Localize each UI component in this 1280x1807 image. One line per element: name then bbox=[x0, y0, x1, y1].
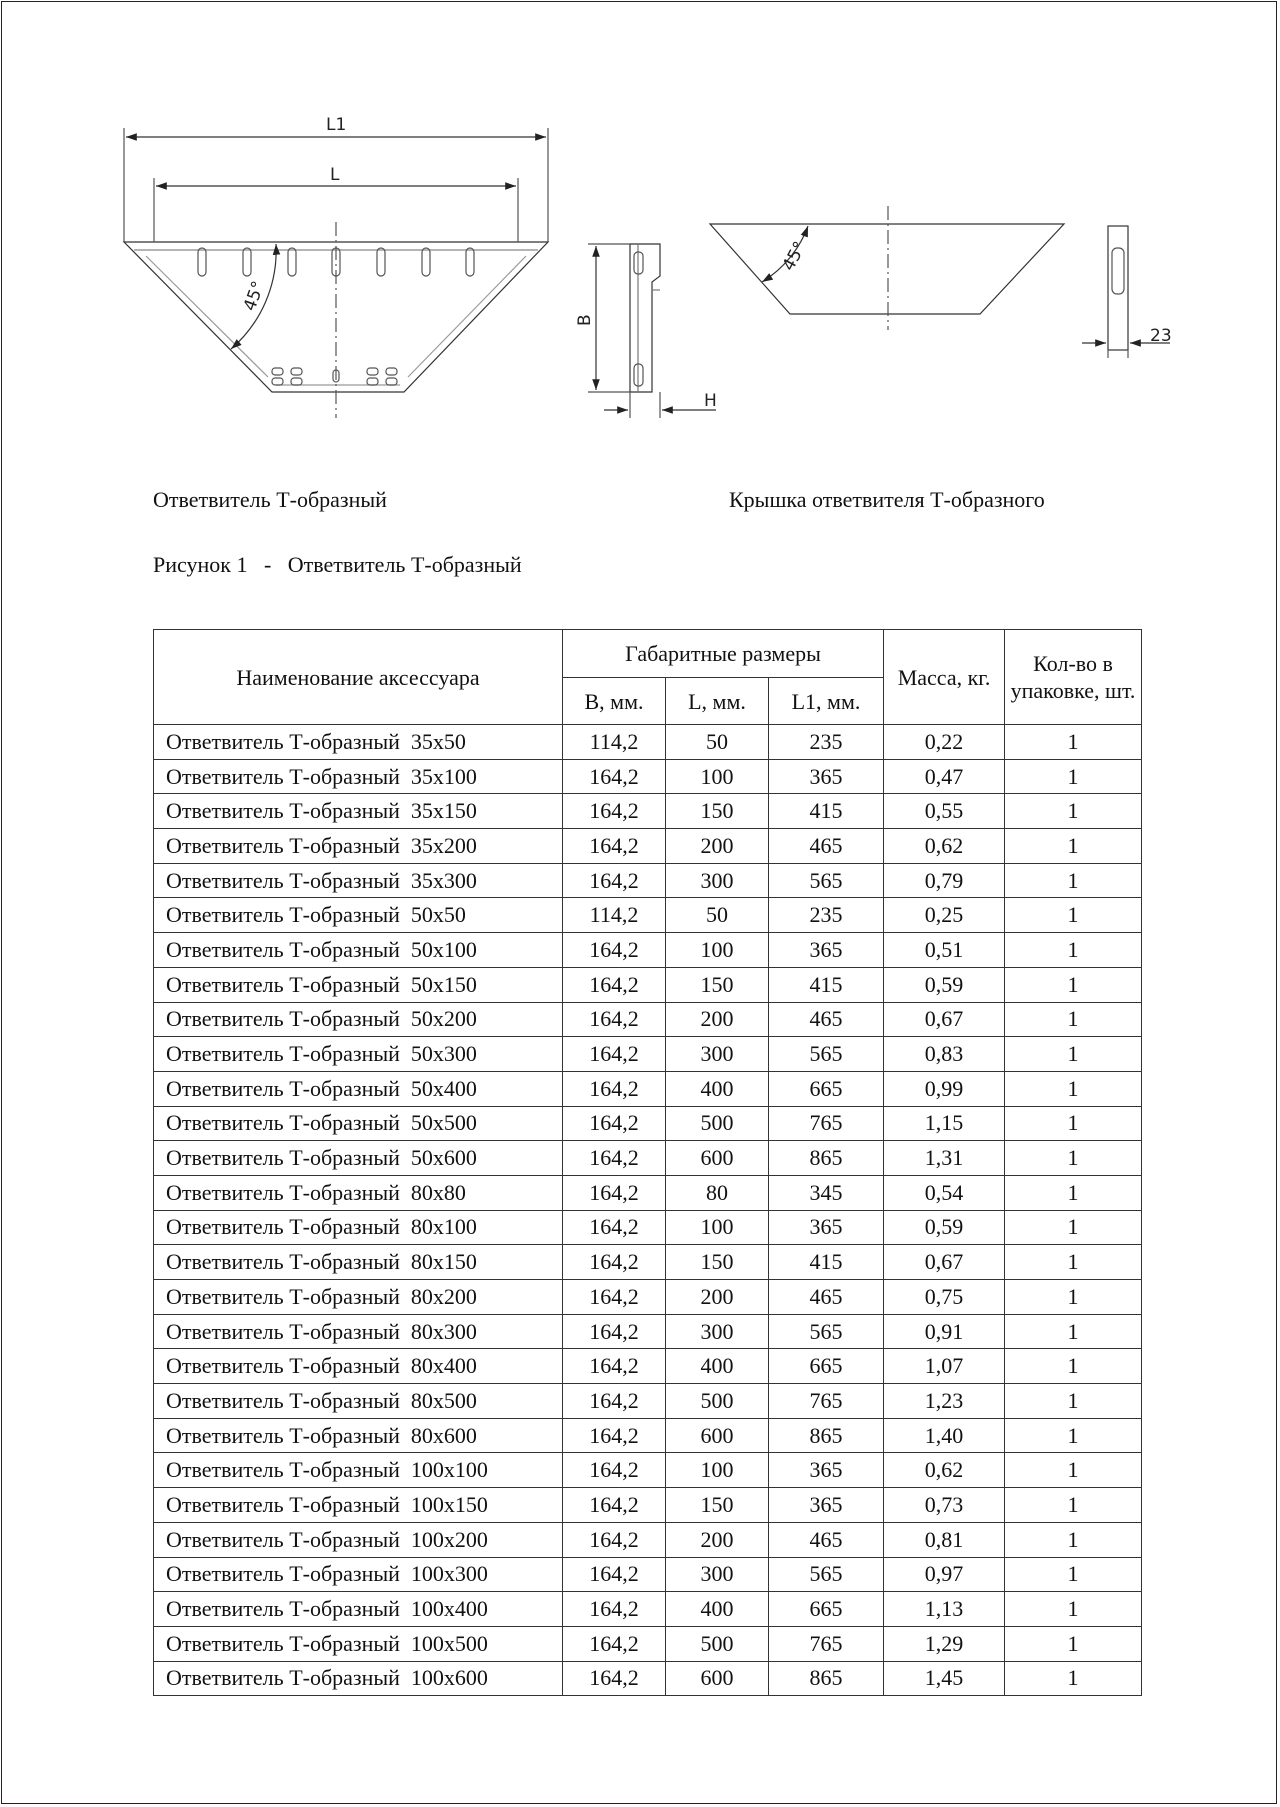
cell-qty: 1 bbox=[1005, 898, 1142, 933]
cell-mass: 0,62 bbox=[884, 1453, 1005, 1488]
cell-l1: 565 bbox=[769, 1557, 884, 1592]
table-row bbox=[154, 1349, 1142, 1384]
header-dimensions: Габаритные размеры bbox=[563, 630, 884, 678]
cell-b: 164,2 bbox=[563, 1141, 666, 1176]
cell-qty: 1 bbox=[1005, 1522, 1142, 1557]
cell-mass: 1,23 bbox=[884, 1384, 1005, 1419]
cell-mass: 1,31 bbox=[884, 1141, 1005, 1176]
cell-l: 200 bbox=[666, 1522, 769, 1557]
cell-qty: 1 bbox=[1005, 1349, 1142, 1384]
cell-mass: 0,79 bbox=[884, 863, 1005, 898]
dim-b-label: B bbox=[575, 314, 595, 326]
table-row bbox=[154, 725, 1142, 760]
cell-name: Ответвитель Т-образный 80х400 bbox=[154, 1349, 563, 1384]
cell-name: Ответвитель Т-образный 50х400 bbox=[154, 1071, 563, 1106]
cell-l: 200 bbox=[666, 1002, 769, 1037]
cell-qty: 1 bbox=[1005, 1453, 1142, 1488]
cell-l: 80 bbox=[666, 1175, 769, 1210]
cell-mass: 1,29 bbox=[884, 1626, 1005, 1661]
table-row bbox=[154, 1661, 1142, 1696]
table-row bbox=[154, 1106, 1142, 1141]
cell-b: 164,2 bbox=[563, 1557, 666, 1592]
cell-l: 150 bbox=[666, 794, 769, 829]
dim-l1-label: L1 bbox=[326, 115, 347, 135]
cell-qty: 1 bbox=[1005, 1384, 1142, 1419]
cell-qty: 1 bbox=[1005, 794, 1142, 829]
cell-b: 164,2 bbox=[563, 1661, 666, 1696]
cell-name: Ответвитель Т-образный 80х200 bbox=[154, 1280, 563, 1315]
table-row bbox=[154, 1522, 1142, 1557]
cell-b: 164,2 bbox=[563, 759, 666, 794]
cell-b: 164,2 bbox=[563, 1037, 666, 1072]
cell-mass: 0,73 bbox=[884, 1488, 1005, 1523]
header-b: В, мм. bbox=[563, 678, 666, 725]
cell-b: 164,2 bbox=[563, 1384, 666, 1419]
cell-l1: 665 bbox=[769, 1349, 884, 1384]
header-qty: Кол-во в упаковке, шт. bbox=[1005, 630, 1142, 725]
cell-mass: 0,91 bbox=[884, 1314, 1005, 1349]
cell-mass: 1,07 bbox=[884, 1349, 1005, 1384]
table-row bbox=[154, 1384, 1142, 1419]
cell-mass: 0,62 bbox=[884, 829, 1005, 864]
cell-name: Ответвитель Т-образный 100х500 bbox=[154, 1626, 563, 1661]
cell-b: 164,2 bbox=[563, 1418, 666, 1453]
cell-l1: 565 bbox=[769, 1037, 884, 1072]
cell-b: 164,2 bbox=[563, 933, 666, 968]
cell-mass: 0,83 bbox=[884, 1037, 1005, 1072]
cell-mass: 0,67 bbox=[884, 1245, 1005, 1280]
cover-side-profile bbox=[1108, 226, 1128, 358]
cell-l: 500 bbox=[666, 1106, 769, 1141]
cell-l: 100 bbox=[666, 1453, 769, 1488]
cell-name: Ответвитель Т-образный 50х50 bbox=[154, 898, 563, 933]
cell-b: 164,2 bbox=[563, 1245, 666, 1280]
cell-mass: 0,55 bbox=[884, 794, 1005, 829]
cell-qty: 1 bbox=[1005, 1418, 1142, 1453]
table-row bbox=[154, 1037, 1142, 1072]
cell-b: 114,2 bbox=[563, 898, 666, 933]
tee-splitter-outline bbox=[124, 222, 548, 418]
cell-name: Ответвитель Т-образный 50х300 bbox=[154, 1037, 563, 1072]
cell-l1: 365 bbox=[769, 1488, 884, 1523]
table-row bbox=[154, 863, 1142, 898]
cell-l1: 365 bbox=[769, 1210, 884, 1245]
cell-l: 400 bbox=[666, 1349, 769, 1384]
table-row bbox=[154, 1002, 1142, 1037]
cell-mass: 1,15 bbox=[884, 1106, 1005, 1141]
angle-label-left: 45° bbox=[239, 278, 270, 314]
technical-drawing bbox=[0, 0, 1280, 440]
cell-b: 164,2 bbox=[563, 1175, 666, 1210]
cell-l1: 765 bbox=[769, 1106, 884, 1141]
cell-qty: 1 bbox=[1005, 1002, 1142, 1037]
cell-b: 164,2 bbox=[563, 1280, 666, 1315]
table-row bbox=[154, 1592, 1142, 1627]
cell-name: Ответвитель Т-образный 100х600 bbox=[154, 1661, 563, 1696]
cell-name: Ответвитель Т-образный 35х300 bbox=[154, 863, 563, 898]
cell-l1: 415 bbox=[769, 1245, 884, 1280]
cell-l: 150 bbox=[666, 967, 769, 1002]
cell-mass: 0,67 bbox=[884, 1002, 1005, 1037]
cell-mass: 0,97 bbox=[884, 1557, 1005, 1592]
cell-mass: 0,47 bbox=[884, 759, 1005, 794]
cell-qty: 1 bbox=[1005, 1210, 1142, 1245]
cell-qty: 1 bbox=[1005, 1141, 1142, 1176]
cell-name: Ответвитель Т-образный 80х500 bbox=[154, 1384, 563, 1419]
table-row bbox=[154, 1453, 1142, 1488]
cell-l1: 235 bbox=[769, 898, 884, 933]
cell-l: 500 bbox=[666, 1626, 769, 1661]
cell-mass: 1,45 bbox=[884, 1661, 1005, 1696]
cell-l1: 865 bbox=[769, 1141, 884, 1176]
cell-name: Ответвитель Т-образный 50х600 bbox=[154, 1141, 563, 1176]
dim-23-label: 23 bbox=[1150, 326, 1172, 346]
cell-name: Ответвитель Т-образный 100х300 bbox=[154, 1557, 563, 1592]
cell-mass: 0,75 bbox=[884, 1280, 1005, 1315]
table-row bbox=[154, 1210, 1142, 1245]
cell-name: Ответвитель Т-образный 50х200 bbox=[154, 1002, 563, 1037]
table-row bbox=[154, 1141, 1142, 1176]
cell-l: 50 bbox=[666, 725, 769, 760]
cell-mass: 1,13 bbox=[884, 1592, 1005, 1627]
cell-l: 300 bbox=[666, 1314, 769, 1349]
cell-l: 300 bbox=[666, 1557, 769, 1592]
cell-l1: 565 bbox=[769, 863, 884, 898]
cell-qty: 1 bbox=[1005, 759, 1142, 794]
cell-qty: 1 bbox=[1005, 1280, 1142, 1315]
specification-table bbox=[153, 629, 1142, 1696]
table-row bbox=[154, 1280, 1142, 1315]
cell-qty: 1 bbox=[1005, 967, 1142, 1002]
table-row bbox=[154, 1245, 1142, 1280]
cell-name: Ответвитель Т-образный 80х100 bbox=[154, 1210, 563, 1245]
cell-l1: 865 bbox=[769, 1418, 884, 1453]
table-row bbox=[154, 933, 1142, 968]
cell-b: 164,2 bbox=[563, 1071, 666, 1106]
cell-name: Ответвитель Т-образный 50х150 bbox=[154, 967, 563, 1002]
cell-l1: 415 bbox=[769, 967, 884, 1002]
cell-mass: 0,99 bbox=[884, 1071, 1005, 1106]
cell-l1: 465 bbox=[769, 829, 884, 864]
table-row bbox=[154, 1314, 1142, 1349]
cell-qty: 1 bbox=[1005, 1557, 1142, 1592]
cell-l1: 365 bbox=[769, 759, 884, 794]
cell-name: Ответвитель Т-образный 100х150 bbox=[154, 1488, 563, 1523]
table-row bbox=[154, 1626, 1142, 1661]
table-row bbox=[154, 967, 1142, 1002]
cell-b: 164,2 bbox=[563, 1210, 666, 1245]
cell-l1: 865 bbox=[769, 1661, 884, 1696]
cell-name: Ответвитель Т-образный 50х100 bbox=[154, 933, 563, 968]
cell-name: Ответвитель Т-образный 35х100 bbox=[154, 759, 563, 794]
cell-mass: 0,25 bbox=[884, 898, 1005, 933]
cell-l1: 415 bbox=[769, 794, 884, 829]
cell-b: 164,2 bbox=[563, 1626, 666, 1661]
cell-mass: 0,59 bbox=[884, 967, 1005, 1002]
table-row bbox=[154, 1071, 1142, 1106]
cell-b: 164,2 bbox=[563, 967, 666, 1002]
cell-qty: 1 bbox=[1005, 1071, 1142, 1106]
cell-qty: 1 bbox=[1005, 1488, 1142, 1523]
cell-l1: 235 bbox=[769, 725, 884, 760]
cell-l: 100 bbox=[666, 759, 769, 794]
header-l1: L1, мм. bbox=[769, 678, 884, 725]
cell-l: 150 bbox=[666, 1245, 769, 1280]
cell-l1: 765 bbox=[769, 1384, 884, 1419]
table-row bbox=[154, 794, 1142, 829]
cell-b: 164,2 bbox=[563, 829, 666, 864]
cell-l: 600 bbox=[666, 1141, 769, 1176]
cell-name: Ответвитель Т-образный 80х150 bbox=[154, 1245, 563, 1280]
cell-l1: 665 bbox=[769, 1592, 884, 1627]
cell-mass: 0,81 bbox=[884, 1522, 1005, 1557]
cell-qty: 1 bbox=[1005, 1106, 1142, 1141]
cell-b: 164,2 bbox=[563, 863, 666, 898]
cell-b: 164,2 bbox=[563, 1592, 666, 1627]
table-row bbox=[154, 1557, 1142, 1592]
cell-l: 200 bbox=[666, 1280, 769, 1315]
cell-name: Ответвитель Т-образный 80х80 bbox=[154, 1175, 563, 1210]
cell-qty: 1 bbox=[1005, 1037, 1142, 1072]
cell-qty: 1 bbox=[1005, 1245, 1142, 1280]
cell-b: 164,2 bbox=[563, 1488, 666, 1523]
cell-qty: 1 bbox=[1005, 725, 1142, 760]
cell-mass: 0,59 bbox=[884, 1210, 1005, 1245]
cell-qty: 1 bbox=[1005, 1314, 1142, 1349]
cell-qty: 1 bbox=[1005, 829, 1142, 864]
side-profile bbox=[630, 244, 660, 392]
cell-l: 300 bbox=[666, 863, 769, 898]
cell-mass: 0,51 bbox=[884, 933, 1005, 968]
cell-name: Ответвитель Т-образный 50х500 bbox=[154, 1106, 563, 1141]
cell-l: 300 bbox=[666, 1037, 769, 1072]
cell-l: 100 bbox=[666, 1210, 769, 1245]
angle-label-right: 45° bbox=[778, 238, 811, 275]
table-row bbox=[154, 898, 1142, 933]
cell-name: Ответвитель Т-образный 35х150 bbox=[154, 794, 563, 829]
cell-l: 100 bbox=[666, 933, 769, 968]
cell-qty: 1 bbox=[1005, 863, 1142, 898]
cell-name: Ответвитель Т-образный 80х300 bbox=[154, 1314, 563, 1349]
table-row bbox=[154, 1418, 1142, 1453]
cell-b: 164,2 bbox=[563, 1522, 666, 1557]
cell-qty: 1 bbox=[1005, 1175, 1142, 1210]
cell-name: Ответвитель Т-образный 100х400 bbox=[154, 1592, 563, 1627]
header-mass: Масса, кг. bbox=[884, 630, 1005, 725]
cell-l1: 465 bbox=[769, 1280, 884, 1315]
cell-l: 600 bbox=[666, 1661, 769, 1696]
cell-b: 164,2 bbox=[563, 1453, 666, 1488]
table-row bbox=[154, 1488, 1142, 1523]
dim-l-label: L bbox=[330, 165, 340, 185]
cell-b: 114,2 bbox=[563, 725, 666, 760]
cell-name: Ответвитель Т-образный 100х200 bbox=[154, 1522, 563, 1557]
cell-l1: 345 bbox=[769, 1175, 884, 1210]
cell-mass: 1,40 bbox=[884, 1418, 1005, 1453]
cell-l1: 465 bbox=[769, 1002, 884, 1037]
cell-l: 500 bbox=[666, 1384, 769, 1419]
cell-b: 164,2 bbox=[563, 1002, 666, 1037]
cell-qty: 1 bbox=[1005, 933, 1142, 968]
cell-l: 400 bbox=[666, 1071, 769, 1106]
figure-title: Рисунок 1 - Ответвитель Т-образный bbox=[153, 552, 522, 577]
cell-name: Ответвитель Т-образный 80х600 bbox=[154, 1418, 563, 1453]
cover-outline bbox=[710, 206, 1064, 330]
header-name: Наименование аксессуара bbox=[154, 630, 563, 725]
cell-l: 50 bbox=[666, 898, 769, 933]
cell-mass: 0,22 bbox=[884, 725, 1005, 760]
table-row bbox=[154, 829, 1142, 864]
cell-b: 164,2 bbox=[563, 1349, 666, 1384]
cell-l1: 365 bbox=[769, 1453, 884, 1488]
cell-b: 164,2 bbox=[563, 794, 666, 829]
cell-l: 150 bbox=[666, 1488, 769, 1523]
header-l: L, мм. bbox=[666, 678, 769, 725]
cell-name: Ответвитель Т-образный 35х200 bbox=[154, 829, 563, 864]
cell-b: 164,2 bbox=[563, 1314, 666, 1349]
table-row bbox=[154, 759, 1142, 794]
cell-l1: 765 bbox=[769, 1626, 884, 1661]
dim-h-label: H bbox=[704, 391, 717, 411]
cell-l1: 665 bbox=[769, 1071, 884, 1106]
cell-l: 200 bbox=[666, 829, 769, 864]
cell-l1: 365 bbox=[769, 933, 884, 968]
table-row bbox=[154, 1175, 1142, 1210]
cell-l1: 465 bbox=[769, 1522, 884, 1557]
cell-qty: 1 bbox=[1005, 1661, 1142, 1696]
cell-name: Ответвитель Т-образный 35х50 bbox=[154, 725, 563, 760]
cell-l: 400 bbox=[666, 1592, 769, 1627]
cell-mass: 0,54 bbox=[884, 1175, 1005, 1210]
cell-name: Ответвитель Т-образный 100х100 bbox=[154, 1453, 563, 1488]
cell-qty: 1 bbox=[1005, 1592, 1142, 1627]
cell-qty: 1 bbox=[1005, 1626, 1142, 1661]
cell-l1: 565 bbox=[769, 1314, 884, 1349]
caption-cover: Крышка ответвителя Т-образного bbox=[729, 487, 1045, 512]
caption-tee-splitter: Ответвитель Т-образный bbox=[153, 487, 387, 512]
cell-b: 164,2 bbox=[563, 1106, 666, 1141]
cell-l: 600 bbox=[666, 1418, 769, 1453]
